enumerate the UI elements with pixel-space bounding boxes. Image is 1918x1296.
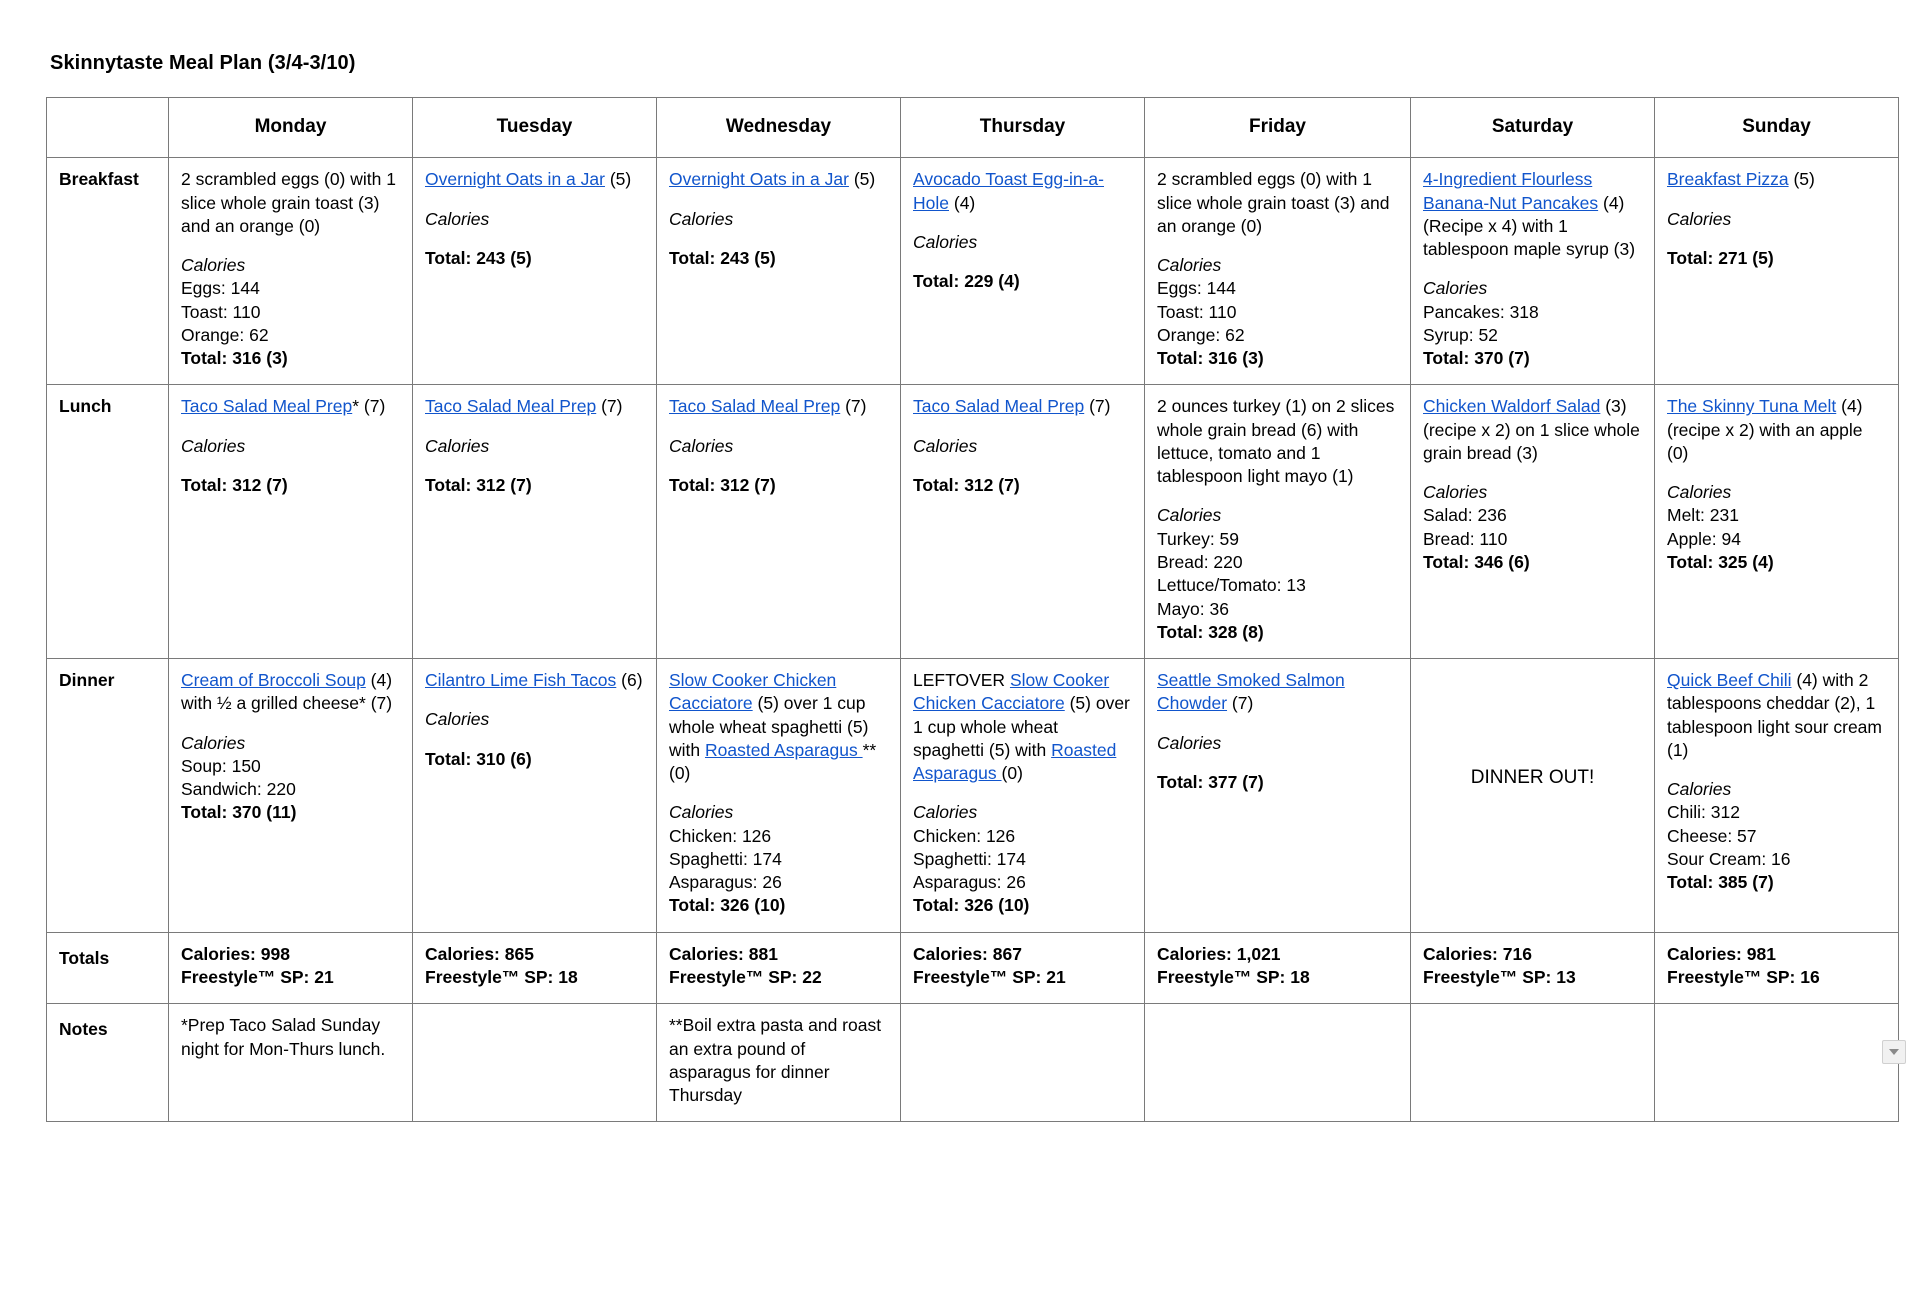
spacer — [669, 192, 888, 208]
meal-content — [1157, 395, 1398, 644]
spacer — [669, 458, 888, 474]
spacer — [1157, 716, 1398, 732]
spacer — [1667, 231, 1886, 247]
meal-content — [181, 395, 400, 497]
spacer — [1423, 465, 1642, 481]
meal-description: Slow Cooker Chicken Cacciatore (5) over 1 cup whole wheat spaghetti (5) with Roasted Asparagus **(0) — [669, 670, 877, 784]
totals-points: Freestyle™ SP: 13 — [1423, 966, 1576, 987]
recipe-link[interactable]: Avocado Toast Egg-in-a-Hole — [913, 169, 1104, 213]
meal-total: Total: 312 (7) — [425, 474, 532, 495]
meal-total: Total: 385 (7) — [1667, 872, 1774, 893]
meal-content — [1667, 395, 1886, 574]
day-header-friday: Friday — [1145, 98, 1411, 158]
meal-content — [425, 669, 644, 771]
cell-totals-thursday — [901, 932, 1145, 1004]
spacer — [913, 419, 1132, 435]
cell-dinner-sunday — [1655, 659, 1899, 933]
cell-lunch-saturday — [1411, 385, 1655, 659]
calories-label: Calories — [913, 802, 978, 823]
meal-total: Total: 243 (5) — [425, 247, 532, 268]
totals-points: Freestyle™ SP: 16 — [1667, 966, 1820, 987]
calorie-line: Toast: 110 — [1157, 301, 1237, 322]
table-row-breakfast — [47, 158, 1899, 385]
cell-totals-saturday — [1411, 932, 1655, 1004]
meal-content — [1157, 168, 1398, 370]
spacer — [1157, 488, 1398, 504]
calorie-line: Apple: 94 — [1667, 528, 1741, 549]
dinner-out-note: DINNER OUT! — [1470, 767, 1595, 789]
day-header-sunday: Sunday — [1655, 98, 1899, 158]
calorie-line: Lettuce/Tomato: 13 — [1157, 575, 1306, 596]
calories-label: Calories — [1667, 208, 1732, 229]
meal-description: Cilantro Lime Fish Tacos (6) — [425, 670, 643, 691]
cell-breakfast-tuesday — [413, 158, 657, 385]
day-header-tuesday: Tuesday — [413, 98, 657, 158]
calorie-line: Chili: 312 — [1667, 802, 1740, 823]
calorie-line: Turkey: 59 — [1157, 528, 1240, 549]
cell-dinner-wednesday — [657, 659, 901, 933]
calorie-line: Chicken: 126 — [913, 825, 1016, 846]
spacer — [181, 716, 400, 732]
meal-description: 2 scrambled eggs (0) with 1 slice whole grain toast (3) and an orange (0) — [1157, 169, 1390, 236]
meal-total: Total: 326 (10) — [913, 895, 1030, 916]
meal-content — [1423, 669, 1642, 790]
calories-label: Calories — [181, 732, 246, 753]
recipe-link[interactable]: Overnight Oats in a Jar — [425, 169, 605, 190]
spacer — [669, 419, 888, 435]
meal-content — [1667, 669, 1886, 894]
spacer — [425, 192, 644, 208]
meal-total: Total: 328 (8) — [1157, 621, 1264, 642]
meal-description: Taco Salad Meal Prep* (7) — [181, 396, 386, 417]
meal-content — [1423, 168, 1642, 370]
row-label-notes: Notes — [47, 1004, 169, 1122]
meal-content — [425, 168, 644, 270]
meal-description: Seattle Smoked Salmon Chowder (7) — [1157, 670, 1345, 714]
spacer — [425, 732, 644, 748]
calorie-line: Salad: 236 — [1423, 505, 1507, 526]
spacer — [1157, 755, 1398, 771]
row-label-totals: Totals — [47, 932, 169, 1004]
meal-total: Total: 312 (7) — [913, 474, 1020, 495]
meal-description: Overnight Oats in a Jar (5) — [669, 169, 876, 190]
meal-description: Taco Salad Meal Prep (7) — [425, 396, 623, 417]
recipe-link[interactable]: Taco Salad Meal Prep — [913, 396, 1085, 417]
spacer — [913, 215, 1132, 231]
meal-content — [1423, 395, 1642, 574]
calorie-line: Bread: 110 — [1423, 528, 1508, 549]
calories-label: Calories — [181, 435, 246, 456]
calorie-line: Spaghetti: 174 — [669, 848, 782, 869]
recipe-link[interactable]: Taco Salad Meal Prep — [181, 396, 353, 417]
row-label-dinner: Dinner — [47, 659, 169, 933]
day-header-wednesday: Wednesday — [657, 98, 901, 158]
cell-dinner-friday — [1145, 659, 1411, 933]
cell-dinner-tuesday — [413, 659, 657, 933]
calorie-line: Bread: 220 — [1157, 551, 1243, 572]
spacer — [181, 419, 400, 435]
recipe-link[interactable]: Chicken Waldorf Salad — [1423, 396, 1601, 417]
recipe-link[interactable]: Taco Salad Meal Prep — [425, 396, 597, 417]
recipe-link[interactable]: Taco Salad Meal Prep — [669, 396, 841, 417]
table-row-notes — [47, 1004, 1899, 1122]
meal-total: Total: 310 (6) — [425, 748, 532, 769]
totals-points: Freestyle™ SP: 21 — [181, 966, 334, 987]
meal-content — [669, 395, 888, 497]
totals-points: Freestyle™ SP: 22 — [669, 966, 822, 987]
recipe-link[interactable]: Roasted Asparagus — [704, 739, 863, 760]
meal-description: 2 scrambled eggs (0) with 1 slice whole grain toast (3) and an orange (0) — [181, 169, 396, 236]
meal-content — [669, 168, 888, 270]
totals-calories: Calories: 716 — [1423, 943, 1532, 964]
page-title: Skinnytaste Meal Plan (3/4-3/10) — [50, 52, 356, 74]
calorie-line: Orange: 62 — [181, 324, 269, 345]
spacer — [913, 254, 1132, 270]
meal-content — [1667, 168, 1886, 270]
calories-label: Calories — [425, 435, 490, 456]
meal-description: Taco Salad Meal Prep (7) — [669, 396, 867, 417]
recipe-link[interactable]: Quick Beef Chili — [1667, 670, 1792, 691]
totals-calories: Calories: 998 — [181, 943, 290, 964]
cell-lunch-sunday — [1655, 385, 1899, 659]
calorie-line: Melt: 231 — [1667, 505, 1739, 526]
meal-total: Total: 271 (5) — [1667, 247, 1774, 268]
totals-points: Freestyle™ SP: 18 — [425, 966, 578, 987]
recipe-link[interactable]: Roasted Asparagus — [913, 739, 1117, 784]
spacer — [1667, 762, 1886, 778]
spacer — [913, 458, 1132, 474]
recipe-link[interactable]: Slow Cooker Chicken Cacciatore — [669, 670, 837, 714]
spacer — [669, 231, 888, 247]
spacer — [425, 419, 644, 435]
meal-total: Total: 346 (6) — [1423, 551, 1530, 572]
calorie-line: Spaghetti: 174 — [913, 848, 1026, 869]
recipe-link[interactable]: Overnight Oats in a Jar — [669, 169, 849, 190]
meal-total: Total: 312 (7) — [181, 474, 288, 495]
spacer — [181, 458, 400, 474]
calorie-line: Orange: 62 — [1157, 324, 1245, 345]
meal-total: Total: 377 (7) — [1157, 771, 1264, 792]
recipe-link[interactable]: Seattle Smoked Salmon Chowder — [1157, 670, 1345, 714]
cell-notes-tuesday — [413, 1004, 657, 1122]
cell-dinner-monday — [169, 659, 413, 933]
cell-breakfast-thursday — [901, 158, 1145, 385]
totals-calories: Calories: 881 — [669, 943, 778, 964]
cell-lunch-friday — [1145, 385, 1411, 659]
day-header-thursday: Thursday — [901, 98, 1145, 158]
meal-content — [913, 168, 1132, 293]
totals-calories: Calories: 867 — [913, 943, 1022, 964]
calories-label: Calories — [1423, 278, 1488, 299]
calorie-line: Cheese: 57 — [1667, 825, 1757, 846]
calories-label: Calories — [669, 802, 734, 823]
spacer — [1667, 465, 1886, 481]
recipe-link[interactable]: Cilantro Lime Fish Tacos — [425, 670, 617, 691]
calories-label: Calories — [669, 208, 734, 229]
meal-description: The Skinny Tuna Melt (4) (recipe x 2) with an apple (0) — [1667, 396, 1863, 463]
meal-description: Overnight Oats in a Jar (5) — [425, 169, 632, 190]
meal-total: Total: 316 (3) — [181, 348, 288, 369]
cell-notes-sunday — [1655, 1004, 1899, 1122]
cell-notes-monday: *Prep Taco Salad Sunday night for Mon-Thurs lunch. — [169, 1004, 413, 1122]
row-label-lunch: Lunch — [47, 385, 169, 659]
calorie-line: Soup: 150 — [181, 755, 261, 776]
meal-content — [913, 669, 1132, 918]
cell-totals-tuesday — [413, 932, 657, 1004]
cell-lunch-thursday — [901, 385, 1145, 659]
calorie-line: Sandwich: 220 — [181, 779, 296, 800]
cell-dinner-saturday — [1411, 659, 1655, 933]
meal-content — [913, 395, 1132, 497]
meal-total: Total: 326 (10) — [669, 895, 786, 916]
calories-label: Calories — [425, 208, 490, 229]
calorie-line: Asparagus: 26 — [913, 872, 1026, 893]
recipe-link[interactable]: Slow Cooker Chicken Cacciatore — [913, 670, 1110, 714]
cell-totals-wednesday — [657, 932, 901, 1004]
calories-label: Calories — [1423, 482, 1488, 503]
meal-content — [669, 669, 888, 918]
recipe-link[interactable]: 4-Ingredient Flourless Banana-Nut Pancakes — [1423, 169, 1599, 213]
day-header-saturday: Saturday — [1411, 98, 1655, 158]
cell-lunch-tuesday — [413, 385, 657, 659]
cell-totals-sunday — [1655, 932, 1899, 1004]
meal-total: Total: 316 (3) — [1157, 348, 1264, 369]
totals-calories: Calories: 981 — [1667, 943, 1776, 964]
calorie-line: Asparagus: 26 — [669, 872, 782, 893]
totals-points: Freestyle™ SP: 18 — [1157, 966, 1310, 987]
row-label-breakfast: Breakfast — [47, 158, 169, 385]
spacer — [1157, 238, 1398, 254]
cell-breakfast-saturday — [1411, 158, 1655, 385]
table-corner-cell — [47, 98, 169, 158]
calories-label: Calories — [1667, 779, 1732, 800]
recipe-link[interactable]: Breakfast Pizza — [1667, 169, 1789, 190]
calories-label: Calories — [913, 435, 978, 456]
meal-description: Breakfast Pizza (5) — [1667, 169, 1815, 190]
calories-label: Calories — [913, 231, 978, 252]
calorie-line: Pancakes: 318 — [1423, 301, 1539, 322]
spacer — [669, 785, 888, 801]
cell-notes-friday — [1145, 1004, 1411, 1122]
meal-description: Quick Beef Chili (4) with 2 tablespoons cheddar (2), 1 tablespoon light sour cream (1) — [1667, 670, 1882, 760]
meal-total: Total: 312 (7) — [669, 474, 776, 495]
spacer — [1423, 261, 1642, 277]
meal-total: Total: 325 (4) — [1667, 551, 1774, 572]
meal-plan-table — [46, 97, 1899, 1122]
cell-breakfast-sunday — [1655, 158, 1899, 385]
spacer — [1667, 192, 1886, 208]
meal-description: 4-Ingredient Flourless Banana-Nut Pancakes (4) (Recipe x 4) with 1 tablespoon maple syrup (3) — [1423, 169, 1636, 260]
recipe-link[interactable]: The Skinny Tuna Melt — [1667, 396, 1837, 417]
spacer — [425, 692, 644, 708]
calorie-line: Toast: 110 — [181, 301, 261, 322]
meal-total: Total: 229 (4) — [913, 271, 1020, 292]
cell-totals-monday — [169, 932, 413, 1004]
meal-description: Taco Salad Meal Prep (7) — [913, 396, 1111, 417]
cell-dinner-thursday — [901, 659, 1145, 933]
calorie-line: Sour Cream: 16 — [1667, 848, 1791, 869]
totals-points: Freestyle™ SP: 21 — [913, 966, 1066, 987]
cell-notes-thursday — [901, 1004, 1145, 1122]
calories-label: Calories — [425, 709, 490, 730]
cell-breakfast-wednesday — [657, 158, 901, 385]
scroll-down-button[interactable] — [1882, 1040, 1906, 1064]
meal-content — [181, 669, 400, 825]
cell-lunch-wednesday — [657, 385, 901, 659]
cell-lunch-monday — [169, 385, 413, 659]
calorie-line: Chicken: 126 — [669, 825, 772, 846]
table-row-totals — [47, 932, 1899, 1004]
calories-label: Calories — [1157, 732, 1222, 753]
meal-content — [181, 168, 400, 370]
calorie-line: Syrup: 52 — [1423, 324, 1498, 345]
meal-content — [425, 395, 644, 497]
meal-content — [1157, 669, 1398, 794]
totals-calories: Calories: 865 — [425, 943, 534, 964]
cell-breakfast-friday — [1145, 158, 1411, 385]
meal-description: Cream of Broccoli Soup (4) with ½ a grilled cheese* (7) — [181, 670, 393, 714]
meal-total: Total: 370 (7) — [1423, 348, 1530, 369]
calories-label: Calories — [1157, 505, 1222, 526]
calories-label: Calories — [181, 255, 246, 276]
cell-notes-wednesday: **Boil extra pasta and roast an extra pound of asparagus for dinner Thursday — [657, 1004, 901, 1122]
meal-total: Total: 243 (5) — [669, 247, 776, 268]
cell-notes-saturday — [1411, 1004, 1655, 1122]
meal-description: LEFTOVER Slow Cooker Chicken Cacciatore (5) over 1 cup whole wheat spaghetti (5) with Roasted Asparagus (0) — [913, 670, 1130, 784]
spacer — [181, 238, 400, 254]
spacer — [913, 785, 1132, 801]
spacer — [425, 458, 644, 474]
calories-label: Calories — [669, 435, 734, 456]
cell-totals-friday — [1145, 932, 1411, 1004]
table-row-dinner — [47, 659, 1899, 933]
meal-description: 2 ounces turkey (1) on 2 slices whole grain bread (6) with lettuce, tomato and 1 tablespoon light mayo (1) — [1157, 396, 1395, 487]
table-header-row — [47, 98, 1899, 158]
day-header-monday: Monday — [169, 98, 413, 158]
calorie-line: Eggs: 144 — [181, 278, 260, 299]
totals-calories: Calories: 1,021 — [1157, 943, 1281, 964]
calories-label: Calories — [1157, 255, 1222, 276]
table-row-lunch — [47, 385, 1899, 659]
cell-breakfast-monday — [169, 158, 413, 385]
meal-total: Total: 370 (11) — [181, 802, 297, 823]
meal-description: Avocado Toast Egg-in-a-Hole (4) — [913, 169, 1104, 213]
calorie-line: Mayo: 36 — [1157, 598, 1229, 619]
calorie-line: Eggs: 144 — [1157, 278, 1236, 299]
spacer — [425, 231, 644, 247]
meal-description: Chicken Waldorf Salad (3) (recipe x 2) on 1 slice whole grain bread (3) — [1423, 396, 1640, 463]
calories-label: Calories — [1667, 482, 1732, 503]
recipe-link[interactable]: Cream of Broccoli Soup — [181, 670, 366, 691]
